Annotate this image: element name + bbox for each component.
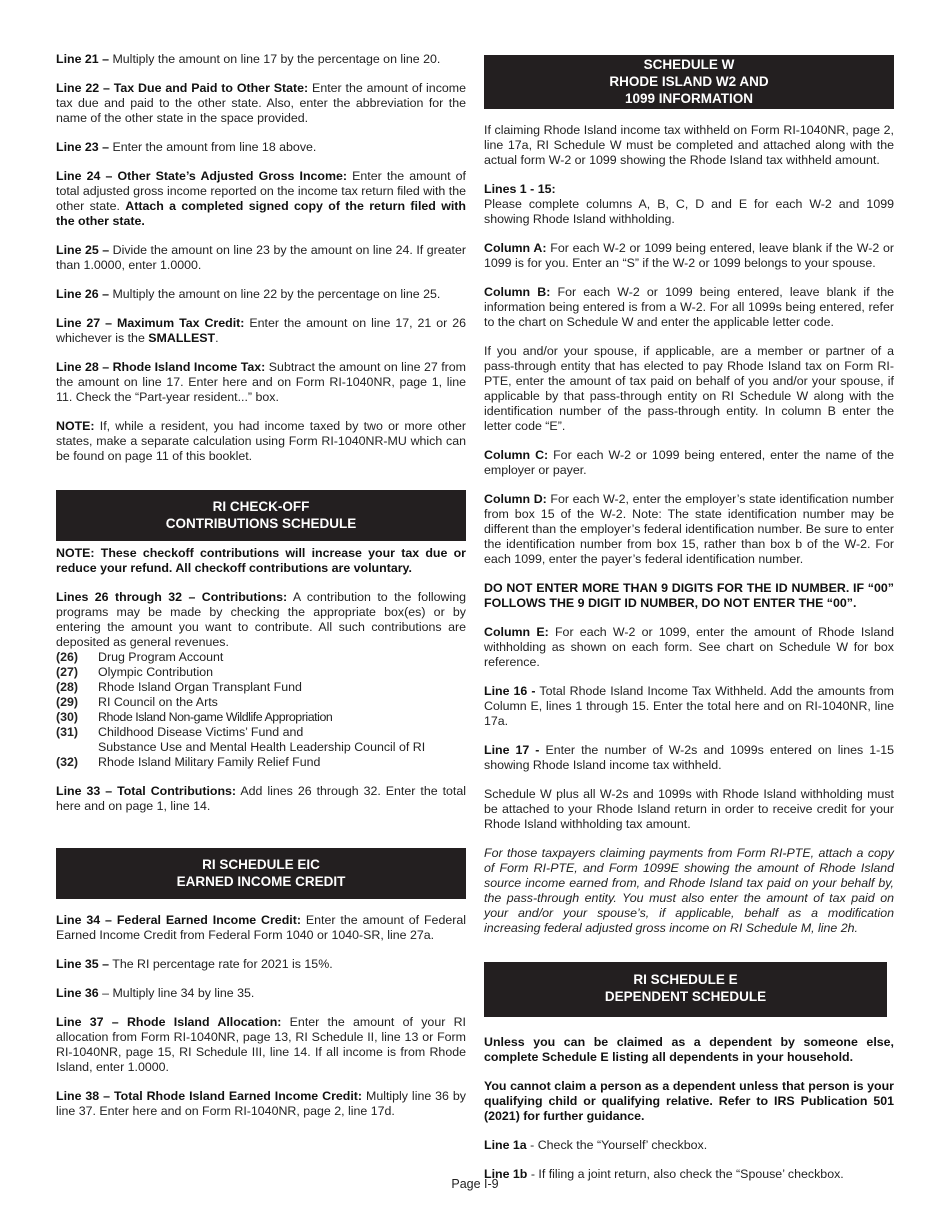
eic-title-line1: RI SCHEDULE EIC xyxy=(202,857,320,872)
column-c: Column C: For each W-2 or 1099 being entered, enter the name of the employer or payer. xyxy=(484,448,894,477)
schedule-w-title-line2: RHODE ISLAND W2 AND xyxy=(609,74,769,89)
column-a: Column A: For each W-2 or 1099 being entered, leave blank if the W-2 or 1099 is for you. Enter an “S” if the W-2 or 1099 belongs to your spouse. xyxy=(484,241,894,270)
column-b: Column B: For each W-2 or 1099 being entered, leave blank if the information being entered is from a W-2. For all 1099s being entered, refer to the chart on Schedule W and enter the applicable letter code. xyxy=(484,285,894,329)
line-34: Line 34 – Federal Earned Income Credit: Enter the amount of Federal Earned Income Credit from Federal Form 1040 or 1040-SR, line 27a. xyxy=(56,913,467,942)
eic-title-line2: EARNED INCOME CREDIT xyxy=(176,874,346,889)
line-26: Line 26 – Multiply the amount on line 22 by the percentage on line 25. xyxy=(56,287,441,301)
line-1a: Line 1a - Check the “Yourself’ checkbox. xyxy=(484,1138,708,1152)
id-number-warning: DO NOT ENTER MORE THAN 9 DIGITS FOR THE ID NUMBER. IF “00” FOLLOWS THE 9 DIGIT ID NUMBER, DO NOT ENTER THE “00”. xyxy=(484,581,894,610)
line-22: Line 22 – Tax Due and Paid to Other State: Enter the amount of income tax due and paid to the other state. Also, enter the abbreviation for the name of the other state in the space provided. xyxy=(56,81,466,125)
schedule-w-header xyxy=(484,55,894,109)
list-item: (32) Rhode Island Military Family Relief Fund xyxy=(56,755,321,769)
list-item: (27) Olympic Contribution xyxy=(56,665,214,679)
checkoff-note: NOTE: These checkoff contributions will increase your tax due or reduce your refund. All checkoff contributions are voluntary. xyxy=(56,546,466,575)
list-item: (29) RI Council on the Arts xyxy=(56,695,218,709)
list-item: (30) Rhode Island Non-game Wildlife Appropriation xyxy=(56,710,333,724)
checkoff-title-line2: CONTRIBUTIONS SCHEDULE xyxy=(165,516,357,531)
line-21: Line 21 – Multiply the amount on line 17 by the percentage on line 20. xyxy=(56,52,441,66)
line-25: Line 25 – Divide the amount on line 23 by the amount on line 24. If greater than 1.0000, enter 1.0000. xyxy=(56,243,466,272)
line-33: Line 33 – Total Contributions: Add lines 26 through 32. Enter the total here and on page 1, line 14. xyxy=(56,784,466,813)
column-d: Column D: For each W-2, enter the employer’s state identification number from box 15 of the W-2. Note: The state identification number may be different than the employer’s federal identification number. Be sure to enter the identification number from box 15, rather than box b of the W-2. For each 1099, enter the payer’s federal identification number. xyxy=(484,492,894,566)
column-e: Column E: For each W-2 or 1099, enter the amount of Rhode Island withholding as shown on each form. See chart on Schedule W for box reference. xyxy=(484,625,894,669)
left-column xyxy=(56,52,466,1133)
list-item: (31) Childhood Disease Victims’ Fund and Substance Use and Mental Health Leadership Council of RI xyxy=(56,725,426,754)
checkoff-title-line1: RI CHECK-OFF xyxy=(212,499,310,514)
lines-1-15: Lines 1 - 15: Please complete columns A, B, C, D and E for each W-2 and 1099 showing Rhode Island withholding. xyxy=(484,182,894,226)
page-number: Page I-9 xyxy=(451,1177,499,1191)
schedule-e-title-line2: DEPENDENT SCHEDULE xyxy=(604,989,767,1004)
attach-requirement: Schedule W plus all W-2s and 1099s with Rhode Island withholding must be attached to your Rhode Island return in order to receive credit for your Rhode Island withholding tax amount. xyxy=(484,787,894,831)
right-column xyxy=(484,55,894,1196)
line-24: Line 24 – Other State’s Adjusted Gross Income: Enter the amount of total adjusted gross income reported on the income tax return filed with the other state. Attach a completed signed copy of the return filed with the other state. xyxy=(56,169,466,228)
contributions-text: Lines 26 through 32 – Contributions: A contribution to the following programs may be made by checking the appropriate box(es) or by entering the amount you want to contribute. All such contributions are deposited as general revenues. xyxy=(56,590,466,649)
line-37: Line 37 – Rhode Island Allocation: Enter the amount of your RI allocation from Form RI-1040NR, page 13, RI Schedule II, line 13 or Form RI-1040NR, page 15, RI Schedule III, line 14. If all income is from Rhode Island, enter 1.0000. xyxy=(56,1015,466,1074)
line-35: Line 35 – The RI percentage rate for 2021 is 15%. xyxy=(56,957,333,971)
checkoff-section-header xyxy=(56,490,466,541)
eic-section-header xyxy=(56,848,466,899)
schedule-e-instruction: Unless you can be claimed as a dependent by someone else, complete Schedule E listing all dependents in your household. xyxy=(484,1035,894,1064)
line-17: Line 17 - Enter the number of W-2s and 1099s entered on lines 1-15 showing Rhode Island income tax withheld. xyxy=(484,743,894,772)
list-item: (28) Rhode Island Organ Transplant Fund xyxy=(56,680,302,694)
schedule-w-intro: If claiming Rhode Island income tax withheld on Form RI-1040NR, page 2, line 17a, RI Schedule W must be completed and attached along with the actual form W-2 or 1099 showing the Rhode Island tax withheld amount. xyxy=(484,123,894,167)
note: NOTE: If, while a resident, you had income taxed by two or more other states, make a separate calculation using Form RI-1040NR-MU which can be found on page 11 of this booklet. xyxy=(56,419,466,463)
line-27: Line 27 – Maximum Tax Credit: Enter the amount on line 17, 21 or 26 whichever is the SMALLEST. xyxy=(56,316,466,345)
schedule-w-title-line3: 1099 INFORMATION xyxy=(624,91,754,106)
line-36: Line 36 – Multiply line 34 by line 35. xyxy=(56,986,255,1000)
schedule-e-header xyxy=(484,962,887,1017)
line-38: Line 38 – Total Rhode Island Earned Income Credit: Multiply line 36 by line 37. Enter here and on Form RI-1040NR, page 2, line 17d. xyxy=(56,1089,466,1118)
pass-through-entity: If you and/or your spouse, if applicable, are a member or partner of a pass-through entity that has elected to pay Rhode Island tax on Form RI-PTE, enter the amount of tax paid on behalf of you and/or your spouse, if applicable by that pass-through entity on RI Schedule W along with the identification number of the pass-through entity. In column B enter the letter code “E”. xyxy=(484,344,894,433)
line-23: Line 23 – Enter the amount from line 18 above. xyxy=(56,140,317,154)
list-item: (26) Drug Program Account xyxy=(56,650,224,664)
line-28: Line 28 – Rhode Island Income Tax: Subtract the amount on line 27 from the amount on line 17. Enter here and on Form RI-1040NR, page 1, line 11. Check the “Part-year resident...” box. xyxy=(56,360,466,404)
contributions-list xyxy=(56,650,466,770)
line-16: Line 16 - Total Rhode Island Income Tax Withheld. Add the amounts from Column E, lines 1 through 15. Enter the total here and on RI-1040NR, line 17a. xyxy=(484,684,895,728)
schedule-e-title-line1: RI SCHEDULE E xyxy=(633,972,738,987)
line-1b: Line 1b - If filing a joint return, also check the “Spouse’ checkbox. xyxy=(484,1167,844,1181)
dependent-rule: You cannot claim a person as a dependent unless that person is your qualifying child or qualifying relative. Refer to IRS Publication 501 (2021) for further guidance. xyxy=(484,1079,894,1123)
ri-pte-instructions: For those taxpayers claiming payments from Form RI-PTE, attach a copy of Form RI-PTE, and Form 1099E showing the amount of Rhode Island source income earned from, and Rhode Island tax paid on your behalf by, the pass-through entity. You must also enter the amount of tax paid on your and/or your spouse’s, if applicable, behalf as a modification increasing federal adjusted gross income on RI Schedule M, line 2h. xyxy=(484,846,894,935)
schedule-w-title-line1: SCHEDULE W xyxy=(643,57,735,72)
